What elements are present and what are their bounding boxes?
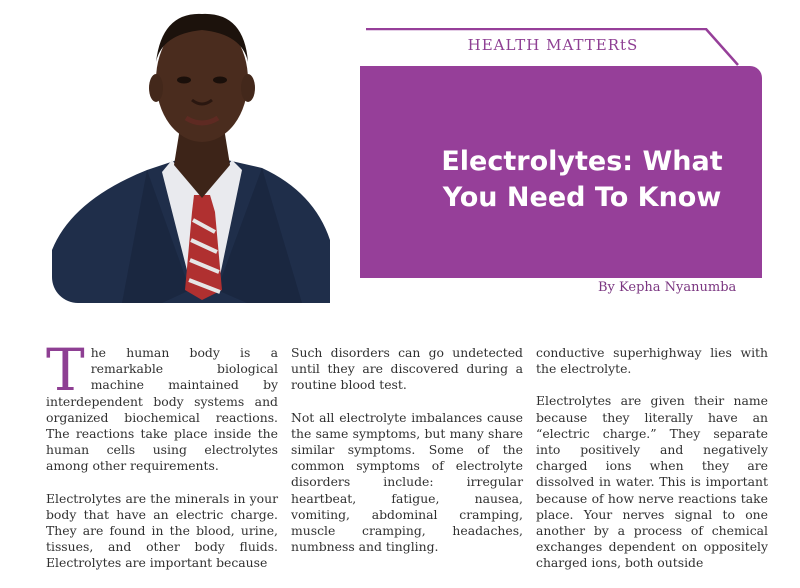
article-column-1 xyxy=(46,336,278,588)
paragraph: Such disorders can go undetected until they are discovered during a routine blood test. xyxy=(291,345,523,393)
paragraph: Electrolytes are given their name because they literally have an “electric charge.” They separate into positively and negatively charged ions when they are dissolved in water. This is important because of how nerve reactions take place. Your nerves signal to one another by a process of chemical exchanges dependent on oppositely charged ions, both outside xyxy=(536,393,768,571)
paragraph-text: he human body is a remarkable biological machine maintained by interdependent body systems and organized biochemical reactions. The reactions take place inside the human cells using electrolytes among other requirements. xyxy=(46,345,278,474)
section-tab xyxy=(366,28,740,66)
section-title: HEALTH MATTERtS xyxy=(467,36,639,54)
author-photo xyxy=(52,0,330,303)
article-headline xyxy=(382,144,782,216)
headline-line-1: Electrolytes: What xyxy=(441,146,723,177)
drop-cap: T xyxy=(46,336,85,404)
article-column-3 xyxy=(536,345,768,588)
paragraph: Electrolytes are the minerals in your body that have an electric charge. They are found in the blood, urine, tissues, and other body fluids. Electrolytes are important because xyxy=(46,490,278,571)
paragraph xyxy=(46,336,278,475)
paragraph: conductive superhighway lies with the electrolyte. xyxy=(536,345,768,377)
author-byline: By Kepha Nyanumba xyxy=(598,280,737,295)
article-column-2 xyxy=(291,345,523,571)
paragraph: Not all electrolyte imbalances cause the same symptoms, but many share similar symptoms. Some of the common symptoms of electrolyte disorders include: irregular heartbeat, fatigue, nausea, vomiting, abdominal cramping, muscle cramping, headaches, numbness and tingling. xyxy=(291,409,523,555)
headline-line-2: You Need To Know xyxy=(442,182,722,213)
